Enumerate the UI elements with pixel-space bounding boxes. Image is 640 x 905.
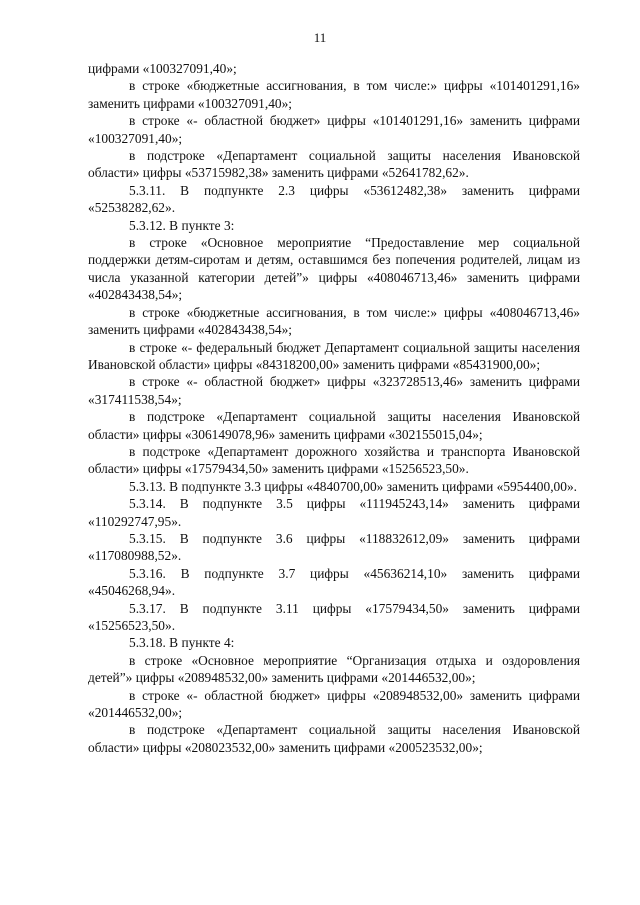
paragraph: в подстроке «Департамент социальной защиты населения Ивановской области» цифры «53715982,38» заменить цифрами «52641782,62». — [88, 148, 580, 181]
paragraph: в строке «- областной бюджет» цифры «323728513,46» заменить цифрами «317411538,54»; — [88, 374, 580, 407]
paragraph: в строке «- областной бюджет» цифры «208948532,00» заменить цифрами «201446532,00»; — [88, 687, 580, 721]
paragraph: в подстроке «Департамент социальной защиты населения Ивановской области» цифры «306149078,96» заменить цифрами «302155015,04»; — [88, 409, 580, 442]
paragraph: в строке «- областной бюджет» цифры «101401291,16» заменить цифрами «100327091,40»; — [88, 113, 580, 146]
paragraph: в подстроке «Департамент дорожного хозяйства и транспорта Ивановской области» цифры «17579434,50» заменить цифрами «15256523,50». — [88, 443, 580, 477]
document-body — [88, 60, 580, 756]
paragraph: 5.3.18. В пункте 4: — [129, 635, 235, 651]
paragraph: 5.3.12. В пункте 3: — [129, 217, 235, 233]
paragraph: в строке «Основное мероприятие “Организация отдыха и оздоровления детей”» цифры «208948532,00» заменить цифрами «201446532,00»; — [88, 652, 580, 686]
paragraph: 5.3.15. В подпункте 3.6 цифры «118832612,09» заменить цифрами «117080988,52». — [88, 530, 580, 564]
paragraph: цифрами «100327091,40»; — [88, 61, 237, 76]
paragraph: в строке «бюджетные ассигнования, в том числе:» цифры «408046713,46» заменить цифрами «402843438,54»; — [88, 304, 580, 338]
paragraph: 5.3.14. В подпункте 3.5 цифры «111945243,14» заменить цифрами «110292747,95». — [88, 496, 580, 529]
paragraph: 5.3.17. В подпункте 3.11 цифры «17579434,50» заменить цифрами «15256523,50». — [88, 600, 580, 633]
paragraph: в строке «Основное мероприятие “Предоставление мер социальной поддержки детям-сиротам и детям, оставшимся без попечения родителей, лицам из числа указанной категории детей”» цифры «408046713,46» заменить цифрами «402843438,54»; — [88, 235, 580, 303]
paragraph: 5.3.13. В подпункте 3.3 цифры «4840700,00» заменить цифрами «5954400,00». — [129, 478, 577, 494]
paragraph: в строке «бюджетные ассигнования, в том числе:» цифры «101401291,16» заменить цифрами «100327091,40»; — [88, 78, 580, 111]
paragraph: 5.3.16. В подпункте 3.7 цифры «45636214,10» заменить цифрами «45046268,94». — [88, 565, 580, 599]
paragraph: 5.3.11. В подпункте 2.3 цифры «53612482,38» заменить цифрами «52538282,62». — [88, 182, 580, 216]
page-number: 11 — [313, 30, 327, 45]
paragraph: в подстроке «Департамент социальной защиты населения Ивановской области» цифры «208023532,00» заменить цифрами «200523532,00»; — [88, 722, 580, 755]
paragraph: в строке «- федеральный бюджет Департамент социальной защиты населения Ивановской области» цифры «84318200,00» заменить цифрами «85431900,00»; — [88, 339, 580, 372]
